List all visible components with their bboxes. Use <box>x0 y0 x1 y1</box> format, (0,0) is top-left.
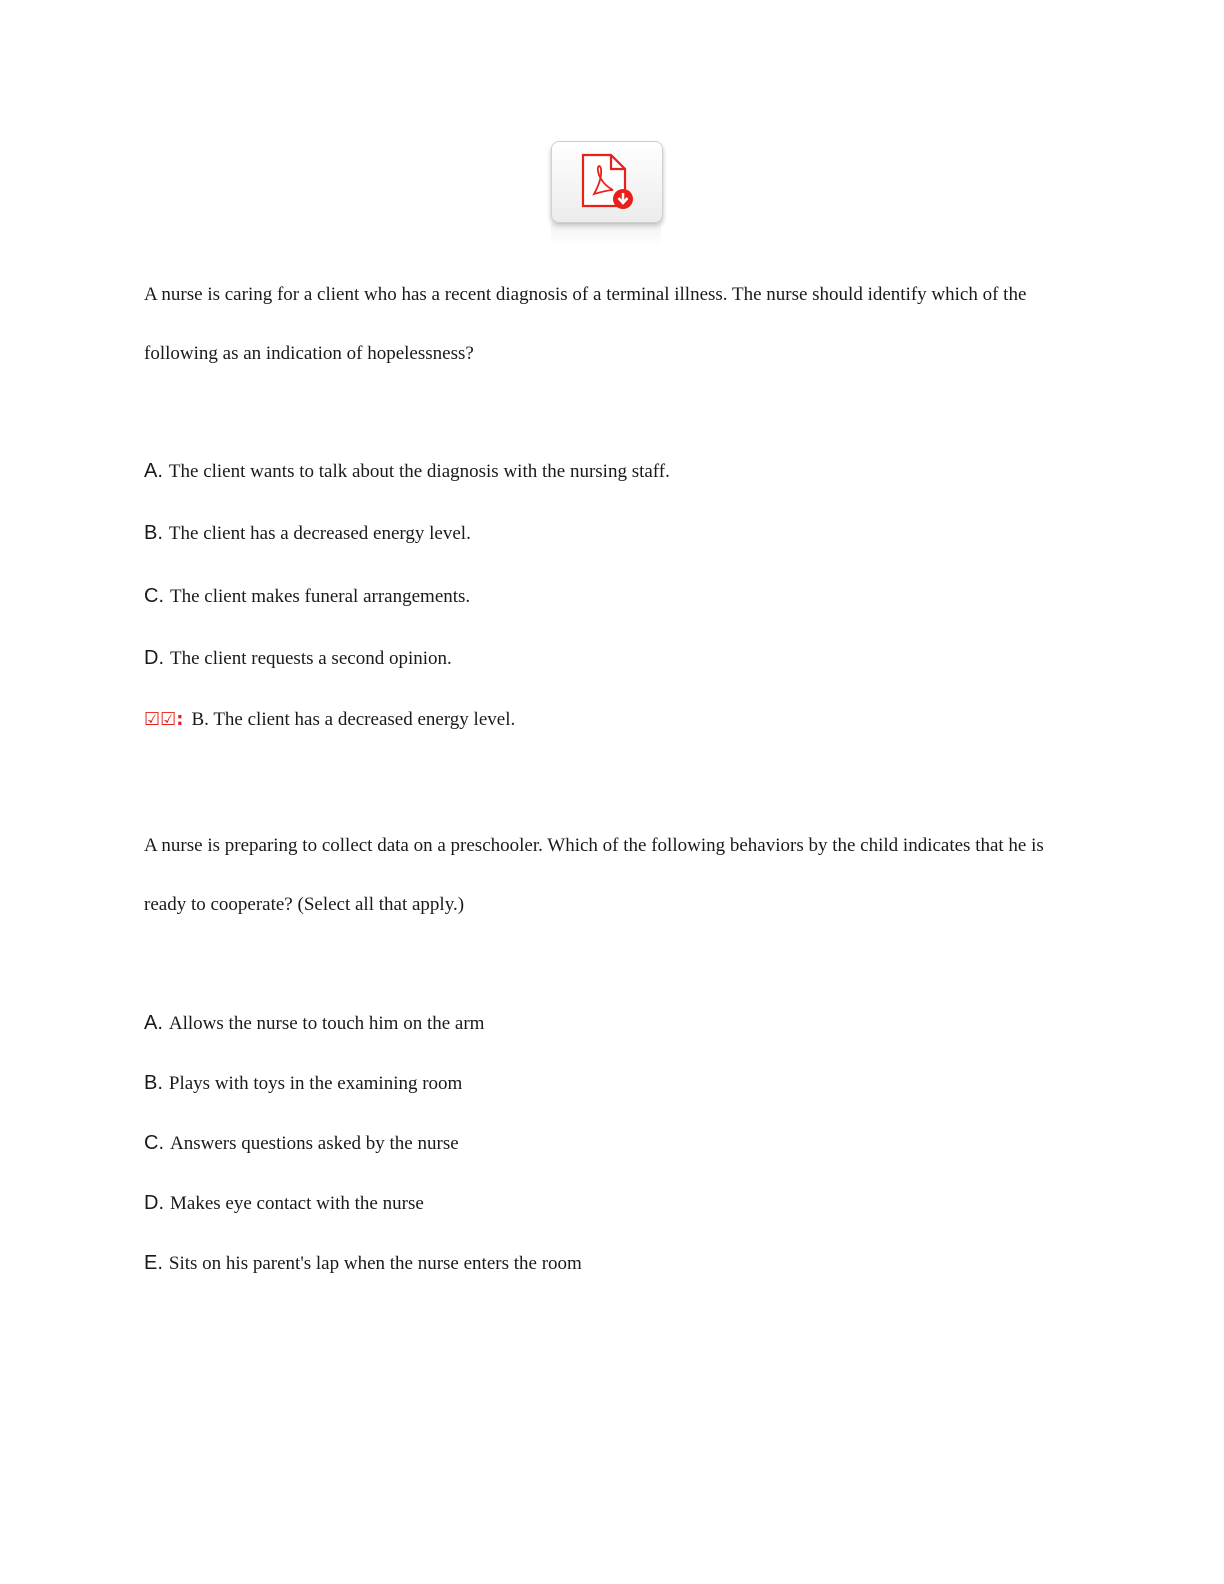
option-letter: A. <box>144 1012 163 1034</box>
pdf-badge-reflection <box>551 224 661 246</box>
question-2-option-e[interactable] <box>144 1252 582 1275</box>
question-1-option-c[interactable] <box>144 585 470 608</box>
option-letter: D. <box>144 647 164 669</box>
pdf-download-button[interactable] <box>551 141 663 223</box>
option-letter: A. <box>144 460 163 482</box>
answer-text: B. The client has a decreased energy level. <box>191 709 516 730</box>
answer-check-icon: ☑☑: <box>144 709 184 730</box>
question-1-option-a[interactable] <box>144 460 670 483</box>
option-text: The client has a decreased energy level. <box>168 523 471 544</box>
option-letter: B. <box>144 1072 163 1094</box>
pdf-download-icon <box>577 152 637 212</box>
question-2-option-d[interactable] <box>144 1192 424 1215</box>
question-2-option-c[interactable] <box>144 1132 459 1155</box>
option-text: Answers questions asked by the nurse <box>170 1133 459 1154</box>
question-2-stem: A nurse is preparing to collect data on a preschooler. Which of the following behaviors by the child indicates that he is ready to cooperate? (Select all that apply.) <box>144 835 1044 915</box>
option-text: The client makes funeral arrangements. <box>170 586 471 607</box>
option-letter: E. <box>144 1252 163 1274</box>
option-text: Sits on his parent's lap when the nurse enters the room <box>168 1253 582 1274</box>
option-text: Allows the nurse to touch him on the arm <box>168 1013 485 1034</box>
option-text: The client requests a second opinion. <box>170 648 452 669</box>
question-2-option-a[interactable] <box>144 1012 484 1035</box>
question-1-stem: A nurse is caring for a client who has a recent diagnosis of a terminal illness. The nurse should identify which of the following as an indication of hopelessness? <box>144 284 1027 364</box>
option-letter: B. <box>144 522 163 544</box>
option-letter: D. <box>144 1192 164 1214</box>
question-2-option-b[interactable] <box>144 1072 462 1095</box>
option-text: The client wants to talk about the diagnosis with the nursing staff. <box>168 461 670 482</box>
question-1-option-d[interactable] <box>144 647 452 670</box>
option-letter: C. <box>144 1132 164 1154</box>
option-letter: C. <box>144 585 164 607</box>
question-1-answer <box>144 709 515 731</box>
option-text: Makes eye contact with the nurse <box>170 1193 424 1214</box>
question-1-option-b[interactable] <box>144 522 471 545</box>
option-text: Plays with toys in the examining room <box>168 1073 463 1094</box>
